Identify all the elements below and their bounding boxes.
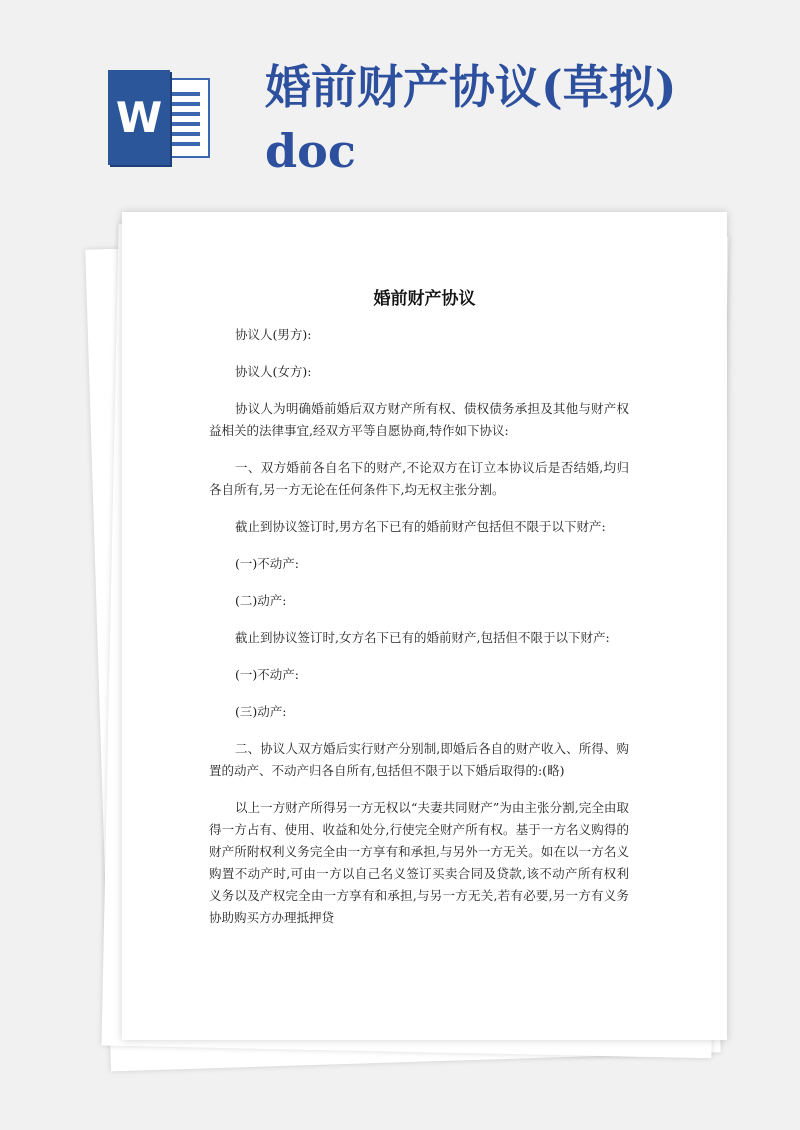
page-title-line1: 婚前财产协议(草拟) bbox=[265, 60, 677, 114]
paragraph: 以上一方财产所得另一方无权以“夫妻共同财产”为由主张分割,完全由取得一方占有、使用、收益和处分,行使完全财产所有权。基于一方名义购得的财产所附权利义务完全由一方享有和承担,与另外一方无关。如在以一方名义购置不动产时,可由一方以自己名义签订买卖合同及贷款,该不动产所有权利义务以及产权完全由一方享有和承担,与另一方无关,若有必要,另一方有义务协助购买方办理抵押贷 bbox=[209, 800, 629, 925]
page-title-line2: doc bbox=[265, 124, 356, 178]
page-title bbox=[265, 55, 785, 183]
paragraph: 二、协议人双方婚后实行财产分别制,即婚后各自的财产收入、所得、购置的动产、不动产归各自所有,包括但不限于以下婚后取得的:(略) bbox=[209, 741, 629, 778]
document-title: 婚前财产协议 bbox=[373, 289, 476, 309]
paragraph: 截止到协议签订时,男方名下已有的婚前财产包括但不限于以下财产: bbox=[235, 519, 606, 534]
word-logo-badge: W bbox=[108, 70, 170, 165]
paragraph: (三)动产: bbox=[235, 704, 287, 719]
paragraph: 协议人(男方): bbox=[235, 327, 312, 342]
paragraph: 一、双方婚前各自名下的财产,不论双方在订立本协议后是否结婚,均归各自所有,另一方无论在任何条件下,均无权主张分割。 bbox=[209, 460, 629, 497]
paragraph: (一)不动产: bbox=[235, 556, 299, 571]
word-doc-icon bbox=[108, 70, 213, 165]
document-body bbox=[209, 324, 629, 944]
document-page bbox=[122, 212, 727, 1040]
paragraph: 截止到协议签订时,女方名下已有的婚前财产,包括但不限于以下财产: bbox=[235, 630, 610, 645]
paragraph: 协议人为明确婚前婚后双方财产所有权、债权债务承担及其他与财产权益相关的法律事宜,经双方平等自愿协商,特作如下协议: bbox=[209, 401, 629, 438]
paragraph: (二)动产: bbox=[235, 593, 287, 608]
paragraph: (一)不动产: bbox=[235, 667, 299, 682]
paragraph: 协议人(女方): bbox=[235, 364, 312, 379]
